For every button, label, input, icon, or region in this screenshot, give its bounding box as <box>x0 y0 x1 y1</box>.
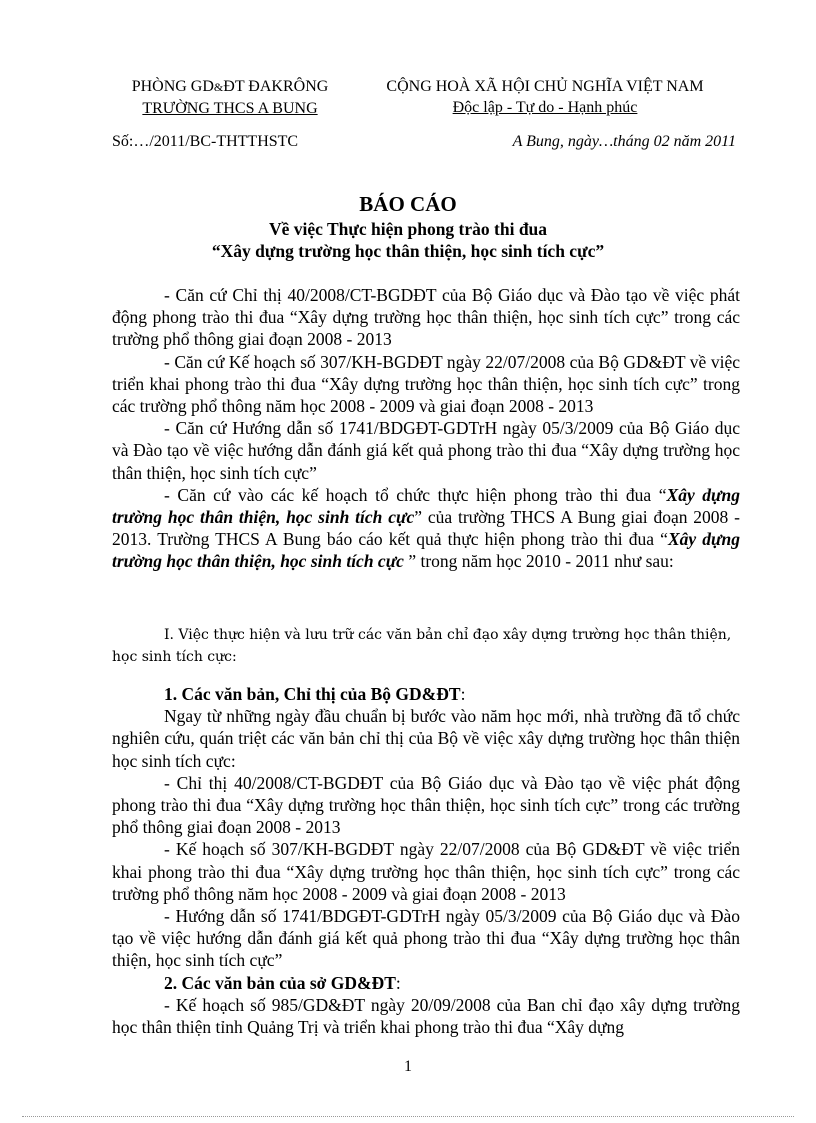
subsection-1-heading: 1. Các văn bản, Chỉ thị của Bộ GD&ĐT: <box>164 684 466 704</box>
paragraph: - Kế hoạch số 985/GD&ĐT ngày 20/09/2008 của Ban chỉ đạo xây dựng trường học thân thiện tỉnh Quảng Trị và triển khai phong trào thi đua “Xây dựng <box>112 994 740 1038</box>
page-bottom-divider <box>22 1116 794 1117</box>
paragraph: - Chỉ thị 40/2008/CT-BGDĐT của Bộ Giáo dục và Đào tạo về việc phát động phong trào thi đua “Xây dựng trường học thân thiện, học sinh tích cực” trong các trường phổ thông giai đoạn 2008 - 2013 <box>112 772 740 838</box>
report-subtitle-1: Về việc Thực hiện phong trào thi đua <box>268 219 548 239</box>
emphasis-text: Xây dựng trường học thân thiện, học sinh tích cực <box>112 484 740 528</box>
paragraph: - Hướng dẫn số 1741/BDGĐT-GDTrH ngày 05/3/2009 của Bộ Giáo dục và Đào tạo về việc hướng dẫn đánh giá kết quả phong trào thi đua “Xây dựng trường học thân thiện, học sinh tích cực” <box>112 906 740 971</box>
intro-paragraph: - Căn cứ Hướng dẫn số 1741/BDGĐT-GDTrH ngày 05/3/2009 của Bộ Giáo dục và Đào tạo về việc hướng dẫn đánh giá kết quả phong trào thi đua “Xây dựng trường học thân thiện, học sinh tích cực” <box>112 418 740 483</box>
national-motto: Độc lập - Tự do - Hạnh phúc <box>452 99 638 116</box>
nation-name: CỘNG HOÀ XÃ HỘI CHỦ NGHĨA VIỆT NAM <box>386 78 704 95</box>
intro-section <box>112 284 740 573</box>
section-1-heading: I. Việc thực hiện và lưu trữ các văn bản chỉ đạo xây dựng trường học thân thiện, học sinh tích cực: <box>112 627 732 665</box>
intro-paragraph: - Căn cứ Chỉ thị 40/2008/CT-BGDĐT của Bộ Giáo dục và Đào tạo về việc phát động phong trào thi đua “Xây dựng trường học thân thiện, học sinh tích cực” trong các trường phổ thông giai đoạn 2008 - 2013 <box>112 285 740 350</box>
report-title: BÁO CÁO <box>359 192 457 216</box>
org-school: TRƯỜNG THCS A BUNG <box>142 100 318 117</box>
section-1-content <box>112 683 740 1038</box>
paragraph: - Kế hoạch số 307/KH-BGDĐT ngày 22/07/2008 của Bộ GD&ĐT về việc triển khai phong trào thi đua “Xây dựng trường học thân thiện, học sinh tích cực” trong các trường phổ thông năm học 2008 - 2009 và giai đoạn 2008 - 2013 <box>112 839 740 904</box>
org-department: PHÒNG GD&ĐT ĐAKRÔNG <box>131 78 329 95</box>
intro-paragraph: - Căn cứ vào các kế hoạch tổ chức thực hiện phong trào thi đua “Xây dựng trường học thân thiện, học sinh tích cực” của trường THCS A Bung giai đoạn 2008 - 2013. Trường THCS A Bung báo cáo kết quả thực hiện phong trào thi đua “Xây dựng trường học thân thiện, học sinh tích cực ” trong năm học 2010 - 2011 như sau: <box>112 484 740 572</box>
page-number: 1 <box>404 1058 412 1075</box>
intro-paragraph: - Căn cứ Kế hoạch số 307/KH-BGDĐT ngày 22/07/2008 của Bộ GD&ĐT về việc triển khai phong trào thi đua “Xây dựng trường học thân thiện, học sinh tích cực” trong các trường phổ thông năm học 2008 - 2009 và giai đoạn 2008 - 2013 <box>112 351 740 417</box>
report-subtitle-2: “Xây dựng trường học thân thiện, học sinh tích cực” <box>211 241 605 261</box>
paragraph: Ngay từ những ngày đầu chuẩn bị bước vào năm học mới, nhà trường đã tổ chức nghiên cứu, quán triệt các văn bản chỉ thị của Bộ về việc xây dựng trường học thân thiện học sinh tích cực: <box>112 706 740 771</box>
date-line: A Bung, ngày…tháng 02 năm 2011 <box>512 133 736 150</box>
issuing-organization <box>110 76 350 119</box>
reference-number: Số:…/2011/BC-THTTHSTC <box>112 133 299 150</box>
subsection-2-heading: 2. Các văn bản của sở GD&ĐT: <box>164 972 401 993</box>
national-heading <box>355 76 735 118</box>
emphasis-text: Xây dựng trường học thân thiện, học sinh tích cực <box>112 529 740 572</box>
